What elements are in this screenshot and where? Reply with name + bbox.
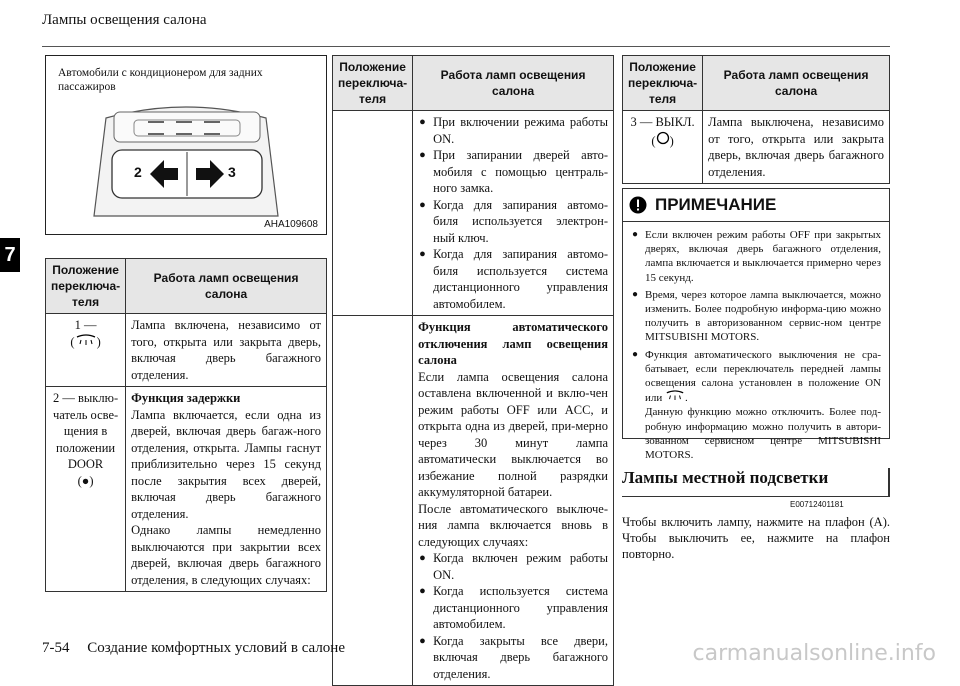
section-body: Чтобы включить лампу, нажмите на плафон (A). Чтобы выключить ее, нажмите на плафон повторно. xyxy=(622,515,890,561)
col-header-operation: Работа ламп освещения салона xyxy=(703,56,890,111)
note-title: ПРИМЕЧАНИЕ xyxy=(655,195,777,214)
page-header-title: Лампы освещения салона xyxy=(42,12,207,28)
delay-function-text2: Однако лампы немедленно выключаются при закрытии всех дверей, включая дверь багажного отделения, в следующих случаях: xyxy=(131,523,321,587)
note-item: ● Если включен режим работы OFF при закрытых дверях, включая дверь багажного отделения, лампа включается и выключается примерно через 15 секунд. xyxy=(645,228,881,285)
footer-section: Создание комфортных условий в салоне xyxy=(87,640,345,656)
section-title: Лампы местной подсветки xyxy=(622,468,829,487)
table-cell-position xyxy=(623,111,703,184)
table-cell-position xyxy=(333,316,413,686)
section-bar xyxy=(888,468,890,496)
page-number: 7-54 xyxy=(42,640,70,656)
list-item: ● Когда включен режим работы ON. xyxy=(433,550,608,583)
note-item: ● Время, через которое лампа выключается, можно изменить. Более подробную информа-цию можно получить в авторизованном сервис-ном центре MITSUBISHI MOTORS. xyxy=(645,288,881,345)
door-dot-symbol: (●) xyxy=(77,473,94,488)
table-cell-text xyxy=(126,387,327,592)
door-lamp-icon xyxy=(665,390,685,401)
note-item: ● Функция автоматического выключения не сра-батывает, если переключатель передней лампы освещения салона установлен в положение ON или . Данную функцию можно отключить. Более под-робную информацию можно получить в автори-зованном сервисном центре MITSUBISHI MOTORS. xyxy=(645,348,881,463)
list-item: ● Когда для запирания автомо-биля используется электрон-ный ключ. xyxy=(433,197,608,247)
page-footer xyxy=(42,640,345,657)
section-rule xyxy=(622,496,890,497)
off-symbol: ( ) xyxy=(651,133,674,148)
warning-icon xyxy=(629,196,647,214)
delay-function-heading: Функция задержки xyxy=(131,391,241,405)
table-cell-text xyxy=(413,316,614,686)
note-box xyxy=(622,188,890,462)
left-table xyxy=(45,258,327,592)
note-item-text2: Данную функцию можно отключить. Более под-робную информацию можно получить в автори-зованном сервисном центре MITSUBISHI MOTORS. xyxy=(645,406,881,462)
auto-off-text2: После автоматического выключе-ния лампа включается вновь в следующих случаях: xyxy=(418,501,608,549)
auto-off-text: Если лампа освещения салона оставлена включенной и вклю-чен режим работы OFF или ACC, и открыта одна из дверей, при-мерно через 30 минут лампа автоматически выключается во избежание полной разрядки аккумуляторной батареи. xyxy=(418,369,608,499)
list-item: ● При запирании дверей авто-мобиля с помощью централь-ного замка. xyxy=(433,147,608,197)
table-cell-position xyxy=(333,111,413,316)
col-header-position: Положение переключа-теля xyxy=(623,56,703,111)
auto-off-heading: Функция автоматического отключения ламп освещения салона xyxy=(418,320,608,367)
delay-function-text: Лампа включается, если одна из дверей, включая дверь багаж-ного отделения, открыта. Лампы гаснут приблизительно через 15 секунд после закрытия всех дверей, включая дверь багажного отделения. xyxy=(131,407,321,521)
chapter-tab: 7 xyxy=(0,238,20,272)
table-cell-text xyxy=(413,111,614,316)
figure-caption: Автомобили с кондиционером для задних пассажиров xyxy=(58,67,263,93)
figure-label-2: 2 xyxy=(134,164,142,180)
table-cell-text: Лампа выключена, независимо от того, открыта или закрыта дверь, включая дверь багажного отделения. xyxy=(703,111,890,184)
door-lamp-symbol: ( ) xyxy=(70,334,101,349)
position-1-label: 1 — xyxy=(74,318,97,332)
table-cell-text: Лампа включена, независимо от того, открыта или закрыта дверь, включая дверь багажного отделения. xyxy=(126,314,327,387)
section-code: E00712401181 xyxy=(790,500,844,509)
note-header xyxy=(623,189,889,222)
dot-icon: ● xyxy=(81,473,90,488)
col-header-position: Положение переключа-теля xyxy=(333,56,413,111)
list-item: ● Когда закрыты все двери, включая дверь багажного отделения. xyxy=(433,633,608,683)
position-2-label: 2 — выклю-чатель осве-щения в положении DOOR xyxy=(52,391,119,471)
right-table xyxy=(622,55,890,184)
figure-code: AHA109608 xyxy=(264,219,318,230)
note-item-text: Функция автоматического выключения не сра-батывает, если переключатель передней лампы освещения салона установлен в положение ON или xyxy=(645,348,881,405)
col-header-operation: Работа ламп освещения салона xyxy=(413,56,614,111)
position-3-label: 3 — ВЫКЛ. xyxy=(630,115,695,129)
figure-label-3: 3 xyxy=(228,164,236,180)
header-rule xyxy=(42,46,890,47)
table-cell-position xyxy=(46,387,126,592)
col-header-position: Положение переключа-теля xyxy=(46,259,126,314)
list-item: ● При включении режима работы ON. xyxy=(433,114,608,147)
middle-table xyxy=(332,55,614,686)
list-item: ● Когда для запирания автомо-биля используется система дистанционного управления автомобилем. xyxy=(433,246,608,312)
watermark: carmanualsonline.info xyxy=(692,641,936,666)
list-item: ● Когда используется система дистанционного управления автомобилем. xyxy=(433,583,608,633)
table-cell-position xyxy=(46,314,126,387)
figure-rear-lamp xyxy=(45,55,327,235)
col-header-operation: Работа ламп освещения салона xyxy=(126,259,327,314)
